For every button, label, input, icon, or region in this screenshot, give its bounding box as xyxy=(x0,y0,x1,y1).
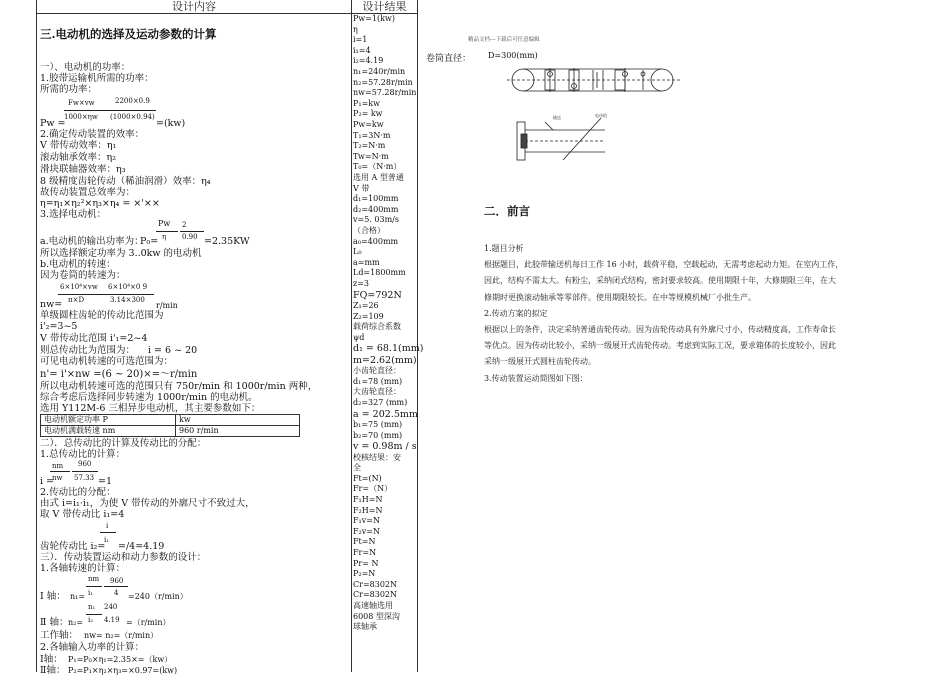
result-line: a = 202.5mm xyxy=(353,408,418,420)
table-cell: 电动机满载转速 nm xyxy=(41,426,176,437)
fraction-bar xyxy=(110,110,156,111)
text-line: 所以选择额定功率为 3..0kw 的电动机 xyxy=(40,248,202,259)
result-line: FQ=792N xyxy=(353,289,402,301)
result-line: 高速轴选用 xyxy=(353,601,393,610)
result-line: i=1 xyxy=(353,35,368,45)
fraction-bar xyxy=(50,471,70,472)
text-line: 所需的功率： xyxy=(40,84,98,95)
result-line: v=5. 03m/s xyxy=(353,215,399,225)
section-title-motor: 三.电动机的选择及运动参数的计算 xyxy=(40,27,217,41)
i-range: i = 6 ~ 20 xyxy=(148,345,198,356)
result-line: T₁=3N·m xyxy=(353,130,391,140)
result-line: Ft=N xyxy=(353,537,376,547)
nw-denominator: π×D xyxy=(68,296,85,304)
result-line: 小齿轮直径： xyxy=(353,366,401,376)
text-line: V 带传动效率：η₁ xyxy=(40,140,117,151)
diagram-label-motor: 电动机 xyxy=(595,113,607,118)
pw-formula-numerator: Fw×vw xyxy=(68,99,95,107)
result-line: Ld=1800mm xyxy=(353,268,406,278)
result-line: d₁=100mm xyxy=(353,194,399,204)
result-line: d₁ = 68.1(mm) xyxy=(353,343,424,355)
result-line: Pr= N xyxy=(353,558,379,568)
text-line: 2.传动比的分配： xyxy=(40,487,116,498)
nw-numerator: 6×10⁴×vw xyxy=(60,283,98,291)
result-line: （合格） xyxy=(353,226,385,235)
p0-numerator: Pw xyxy=(158,219,171,228)
result-line: nw=57.28r/min xyxy=(353,88,417,98)
fraction-bar xyxy=(180,231,204,232)
result-line: 球轴承 xyxy=(353,622,377,632)
result-line: F₁v=N xyxy=(353,516,380,526)
text-line: 取 V 带传动比 i₁=4 xyxy=(40,509,125,520)
i-lhs: i = xyxy=(40,476,55,487)
n1-lhs: n₁= xyxy=(70,592,86,601)
n1-denominator: i₁ xyxy=(88,589,94,597)
text-line: 综合考虑后选择同步转速为 1000r/min 的电动机。 xyxy=(40,392,258,403)
result-line: d₂=327 (mm) xyxy=(353,398,408,407)
result-line: L₀ xyxy=(353,247,362,257)
text-line: Ⅰ 轴： xyxy=(40,591,66,602)
result-line: T₂=N·m xyxy=(353,141,386,151)
text-line: 1.各轴转速的计算： xyxy=(40,563,126,574)
result-line: z=3 xyxy=(353,279,370,288)
nw-lhs: nw= xyxy=(40,299,63,310)
result-line: 6008 型深沟 xyxy=(353,611,400,621)
result-line: Z₁=26 xyxy=(353,301,379,310)
result-line: Fr=（N） xyxy=(353,484,393,494)
header-design-result: 设计结果 xyxy=(352,0,417,14)
text-line: 滑块联轴器效率：η₃ xyxy=(40,164,126,175)
result-line: n₁=240r/min xyxy=(353,67,406,76)
text-line: 2.各轴输入功率的计算： xyxy=(40,642,145,653)
n1-denominator-value: 4 xyxy=(114,589,119,597)
i-denominator-value: 57.33 xyxy=(74,474,95,482)
drive-schematic-diagram xyxy=(505,60,690,170)
text-line: 1.总传动比的计算： xyxy=(40,449,126,460)
i-denominator: nw xyxy=(52,474,63,482)
result-line: d₁=78 (mm) xyxy=(353,376,403,386)
p0-mid: P₀= xyxy=(140,236,159,247)
table-row xyxy=(41,426,300,437)
n2-denominator: i₂ xyxy=(88,616,94,624)
fraction-bar xyxy=(104,586,128,587)
text-line: 所以电动机转速可选的范围只有 750r/min 和 1000r/min 两种， xyxy=(40,381,318,392)
n1-numerator-value: 960 xyxy=(110,577,124,585)
result-line: Tw=N·m xyxy=(353,151,389,161)
result-line: b₂=70 (mm) xyxy=(353,430,403,440)
p0-numerator-value: 2 xyxy=(182,221,187,229)
p0-rhs: =2.35KW xyxy=(204,236,250,247)
pw-formula-rhs: =(kw) xyxy=(156,118,186,129)
table-cell: kw xyxy=(176,415,300,426)
watermark-text: 精品文档---下载后可任意编辑 xyxy=(468,37,540,43)
pw-formula-denominator: 1000×ηw xyxy=(64,113,98,121)
drum-diameter-label: 卷筒直径： xyxy=(426,54,472,64)
paragraph-line: 因此，结构不需太大。有粉尘，采纳闭式结构，密封要求较高。使用期限十年，大修期限三年，在大 xyxy=(484,276,836,286)
result-line: Pw=kw xyxy=(353,120,384,129)
i-numerator: nm xyxy=(52,462,64,470)
text-line: 可见电动机转速的可选范围为： xyxy=(40,356,174,367)
paragraph-line: 等优点。因为传动比较小，采纳一级展开式齿轮传动。考虑到实际工况，要求箱体的长度较小，因此 xyxy=(484,341,836,351)
paragraph-line: 采纳一级展开式圆柱齿轮传动。 xyxy=(484,357,596,367)
paragraph-line: 1.题目分析 xyxy=(484,244,524,253)
result-line: a₀=400mm xyxy=(353,236,399,246)
nw-rhs: r/min xyxy=(156,301,178,310)
text-line: V 带传动比范围 i'₁=2~4 xyxy=(40,333,148,344)
paragraph-line: 修期时更换滚动轴承等零部件。使用期限较长。在中等规模机械厂小批生产。 xyxy=(484,292,756,302)
paragraph-line: 根据题目，此胶带输送机每日工作 16 小时，载荷平稳，空载起动，无需考虑起动力矩。在室内工作， xyxy=(484,260,844,270)
header-design-content: 设计内容 xyxy=(37,0,351,14)
text-line: 1.胶带运输机所需的功率： xyxy=(40,73,154,84)
p0-denominator-value: 0.90 xyxy=(182,233,198,241)
text-line: 单级圆柱齿轮的传动比范围为 xyxy=(40,310,164,321)
text-line: 因为卷筒的转速为： xyxy=(40,270,126,281)
result-line: Z₂=109 xyxy=(353,311,384,321)
paragraph-line: 根据以上的条件，决定采纳普通齿轮传动。因为齿轮传动具有外廓尺寸小，传动精度高，工作寿命长 xyxy=(484,325,836,335)
result-line: F₂v=N xyxy=(353,526,380,536)
text-line: a.电动机的输出功率为： xyxy=(40,236,144,247)
n1-rhs: =240（r/min） xyxy=(128,592,188,601)
fraction-bar xyxy=(86,614,102,615)
fraction-bar xyxy=(64,110,110,111)
i2-numerator: i xyxy=(106,522,109,530)
i-numerator-value: 960 xyxy=(78,460,92,468)
text-line: Ⅰ轴： xyxy=(40,654,63,665)
result-line: ψd xyxy=(353,332,365,342)
text-line: 三）．传动装置运动和动力参数的设计： xyxy=(40,552,207,563)
result-line: V 带 xyxy=(353,183,370,193)
text-line: 故传动装置总效率为： xyxy=(40,187,136,198)
text-line: Ⅱ轴： xyxy=(40,665,66,676)
text-line: 一）、电动机的功率： xyxy=(40,62,131,73)
text-line: b.电动机的转速： xyxy=(40,259,116,270)
nw-denominator-value: 3.14×300 xyxy=(110,296,145,304)
result-line: T₀=（N·m） xyxy=(353,162,402,172)
n1-numerator: nm xyxy=(88,575,100,583)
i-rhs: =1 xyxy=(98,476,113,487)
n2-denominator-value: 4.19 xyxy=(104,616,120,624)
text-line: 二）．总传动比的计算及传动比的分配： xyxy=(40,438,207,449)
text-line: 滚动轴承效率：η₂ xyxy=(40,152,117,163)
fraction-bar xyxy=(72,471,98,472)
text-line: Ⅱ 轴： xyxy=(40,617,69,628)
result-line: m=2.62(mm) xyxy=(353,354,417,366)
text-line: 工作轴： xyxy=(40,630,79,641)
text-line: η=η₁×η₂²×η₃×η₄ = ×'×× xyxy=(40,198,160,209)
paragraph-line: 3.传动装置运动简图如下图： xyxy=(484,373,588,383)
result-line: i₁=4 xyxy=(353,45,371,55)
result-line: 大齿轮直径： xyxy=(353,387,401,397)
i2-rhs: =/4=4.19 xyxy=(118,541,165,552)
result-line: 载荷综合系数 xyxy=(353,322,401,332)
n2-lhs: n₂= xyxy=(68,618,84,627)
text-line: 3.选择电动机： xyxy=(40,209,107,220)
drum-diameter-value: D=300(mm) xyxy=(488,51,538,60)
pw-formula-lhs: Pw = xyxy=(40,118,66,129)
pw-formula-numerator-value: 2200×0.9 xyxy=(115,97,150,105)
result-line: Cr=8302N xyxy=(353,590,398,600)
result-line: i₂=4.19 xyxy=(353,56,384,66)
pw-formula-denominator-value: (1000×0.94) xyxy=(110,113,155,121)
n2-numerator: n₁ xyxy=(88,603,96,611)
fraction-bar xyxy=(86,586,102,587)
i2-denominator: i₁ xyxy=(104,536,110,544)
p0-denominator: η xyxy=(162,233,167,241)
result-line: a=mm xyxy=(353,257,380,267)
table-cell: 电动机额定功率 P xyxy=(41,415,176,426)
result-line: Pw=1(kw) xyxy=(353,14,395,23)
p2-formula: P₂=P₁×η₂×η₃=×0.97=(kw) xyxy=(68,666,178,675)
table-cell: 960 r/min xyxy=(176,426,300,437)
result-line: b₁=75 (mm) xyxy=(353,420,403,429)
fraction-bar xyxy=(58,294,106,295)
text-line: 齿轮传动比 i₂= xyxy=(40,541,106,552)
result-line: η xyxy=(353,24,358,34)
text-line: 则总传动比为范围为： xyxy=(40,345,136,356)
result-line: v = 0.98m / s xyxy=(353,441,417,453)
result-line: P₁=kw xyxy=(353,98,380,108)
result-line: Ft=(N) xyxy=(353,473,382,483)
preface-body xyxy=(484,241,914,387)
n2-rhs: =（r/min） xyxy=(126,618,171,627)
fraction-bar xyxy=(156,231,178,232)
result-line: P₂=N xyxy=(353,569,376,579)
p1-formula: P₁=P₀×η₁=2.35×=（kw） xyxy=(68,655,173,664)
column-divider xyxy=(351,0,352,672)
result-line: P₂= kw xyxy=(353,109,383,119)
result-line: n₂=57.28r/min xyxy=(353,77,413,87)
motor-parameter-table xyxy=(40,414,300,437)
n-range: n'= i'×nw =(6 ~ 20)×=～r/min xyxy=(40,369,198,380)
n2-numerator-value: 240 xyxy=(104,603,118,611)
fraction-bar xyxy=(106,294,154,295)
result-line: 全 xyxy=(353,463,361,473)
text-line: 选用 Y112M-6 三相异步电动机，其主要参数如下： xyxy=(40,403,261,414)
result-line: F₂H=N xyxy=(353,505,383,515)
result-line: 校核结果：安 xyxy=(353,452,401,462)
text-line: 8 级精度齿轮传动（稀油润滑）效率：η₄ xyxy=(40,176,211,187)
result-line: 选用 A 型普通 xyxy=(353,173,404,182)
result-line: Cr=8302N xyxy=(353,579,398,589)
table-row xyxy=(41,415,300,426)
result-line: F₁H=N xyxy=(353,495,383,504)
text-line: i'₂=3~5 xyxy=(40,321,78,332)
diagram-label-conveyor: 输送 xyxy=(553,115,561,120)
result-line: Fr=N xyxy=(353,548,377,557)
result-line: d₂=400mm xyxy=(353,204,399,214)
text-line: 由式 i=i₁·i₁，为使 V 带传动的外廓尺寸不致过大， xyxy=(40,498,255,509)
nw-numerator-value: 6×10⁴×0 9 xyxy=(108,283,148,291)
nw-final: nw= n₂=（r/min） xyxy=(84,631,159,640)
fraction-bar xyxy=(100,532,116,533)
section-title-preface: 二．前言 xyxy=(484,204,530,218)
paragraph-line: 2.传动方案的拟定 xyxy=(484,308,548,318)
text-line: 2.确定传动装置的效率： xyxy=(40,129,145,140)
